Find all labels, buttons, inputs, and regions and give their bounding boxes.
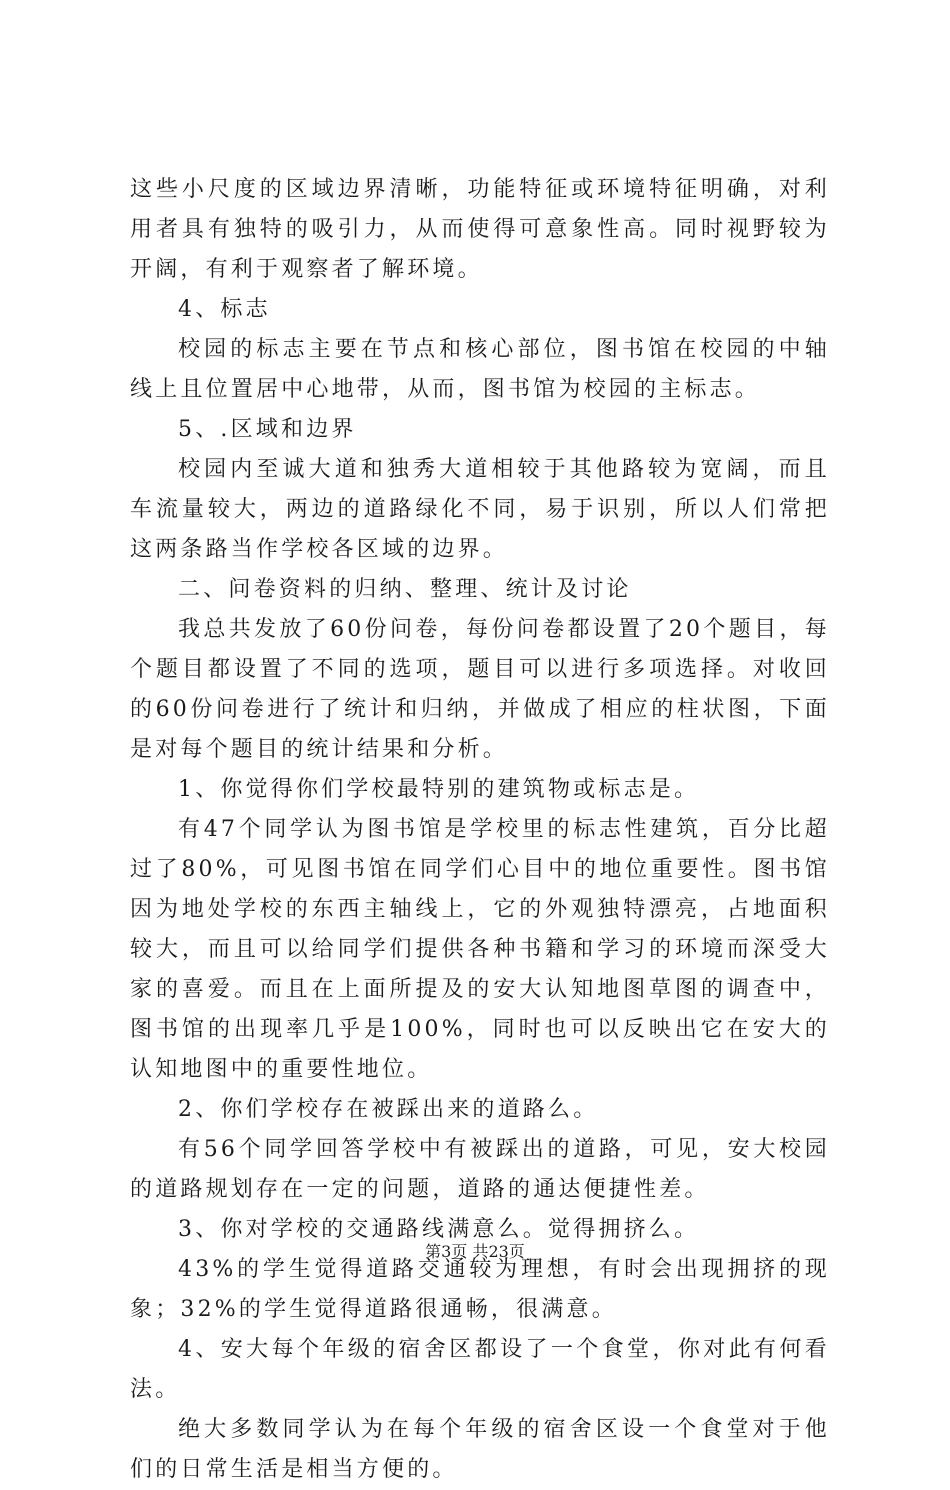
paragraph: 这些小尺度的区域边界清晰，功能特征或环境特征明确，对利用者具有独特的吸引力，从而使得可意象性高。同时视野较为开阔，有利于观察者了解环境。 [130, 177, 830, 282]
paragraph: 绝大多数同学认为在每个年级的宿舍区设一个食堂对于他们的日常生活是相当方便的。 [130, 1417, 830, 1482]
question-heading: 1、你觉得你们学校最特别的建筑物或标志是。 [178, 777, 700, 802]
paragraph: 有56个同学回答学校中有被踩出的道路，可见，安大校园的道路规划存在一定的问题，道路的通达便捷性差。 [130, 1137, 830, 1202]
page-number-footer: 第3页 共23页 [425, 1242, 525, 1261]
paragraph: 有47个同学认为图书馆是学校里的标志性建筑，百分比超过了80%，可见图书馆在同学们心目中的地位重要性。图书馆因为地处学校的东西主轴线上，它的外观独特漂亮，占地面积较大，而且可以给同学们提供各种书籍和学习的环境而深受大家的喜爱。而且在上面所提及的安大认知地图草图的调查中，图书馆的出现率几乎是100%，同时也可以反映出它在安大的认知地图中的重要性地位。 [130, 817, 830, 1082]
section-heading: 4、标志 [178, 297, 271, 322]
document-body [130, 170, 830, 1490]
question-heading: 3、你对学校的交通路线满意么。觉得拥挤么。 [178, 1217, 700, 1242]
question-heading: 4、安大每个年级的宿舍区都设了一个食堂，你对此有何看法。 [130, 1337, 830, 1402]
paragraph: 我总共发放了60份问卷，每份问卷都设置了20个题目，每个题目都设置了不同的选项，题目可以进行多项选择。对收回的60份问卷进行了统计和归纳，并做成了相应的柱状图，下面是对每个题目的统计结果和分析。 [130, 617, 830, 762]
question-heading: 2、你们学校存在被踩出来的道路么。 [178, 1097, 599, 1122]
paragraph: 43%的学生觉得道路交通较为理想，有时会出现拥挤的现象；32%的学生觉得道路很通畅，很满意。 [130, 1257, 830, 1322]
paragraph: 校园的标志主要在节点和核心部位，图书馆在校园的中轴线上且位置居中心地带，从而，图书馆为校园的主标志。 [130, 337, 830, 402]
section-heading: 二、问卷资料的归纳、整理、统计及讨论 [178, 577, 632, 602]
section-heading: 5、.区域和边界 [178, 417, 357, 442]
paragraph: 校园内至诚大道和独秀大道相较于其他路较为宽阔，而且车流量较大，两边的道路绿化不同，易于识别，所以人们常把这两条路当作学校各区域的边界。 [130, 457, 830, 562]
